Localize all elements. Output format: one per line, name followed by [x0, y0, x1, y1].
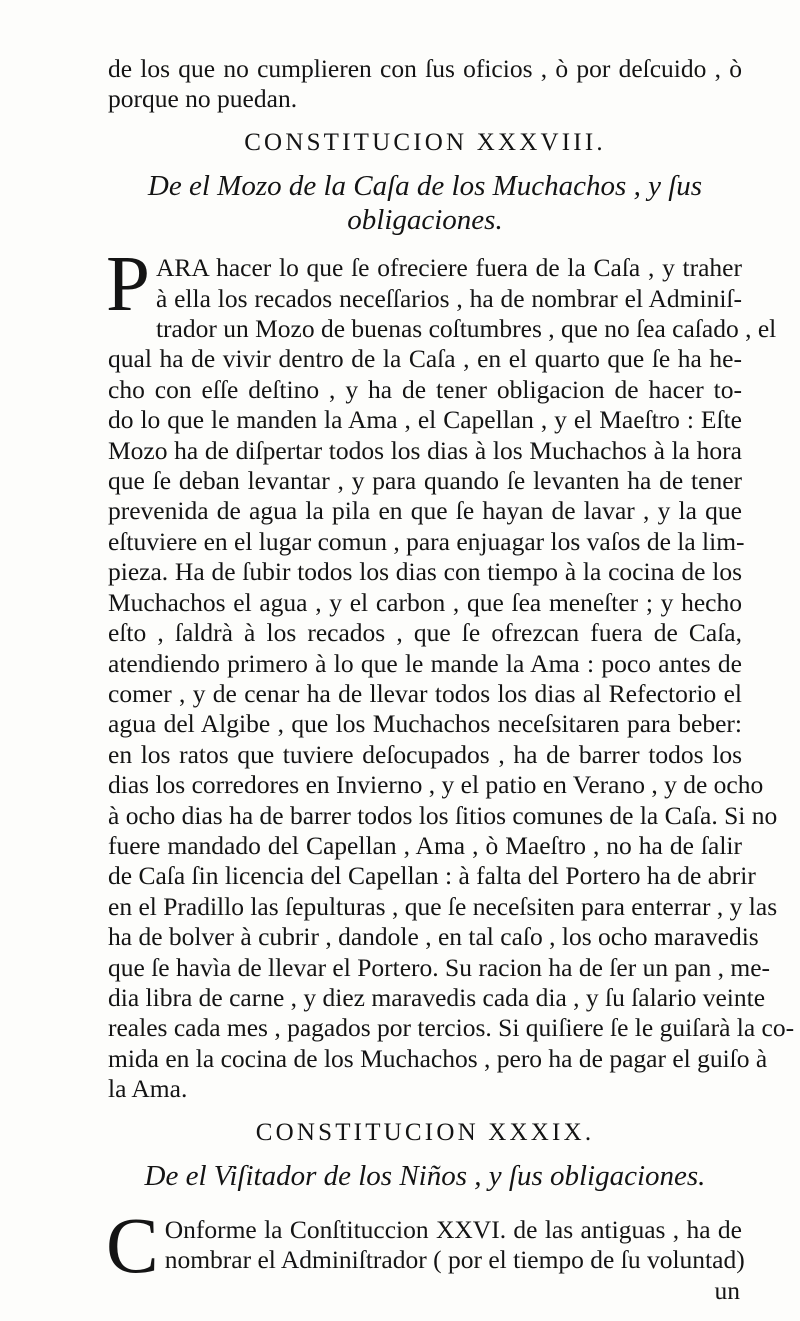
subtitle-line: De el Mozo de la Caſa de los Muchachos , y ſus: [147, 170, 703, 203]
subtitle-line: obligaciones.: [347, 204, 503, 237]
paragraph: [106, 1203, 745, 1306]
text-line: en el Pradillo las ſepulturas , que ſe neceſsiten para enterrar , y las: [108, 891, 778, 921]
drop-cap: P: [106, 241, 150, 329]
text-line: ARA hacer lo que ſe ofreciere fuera de la Caſa , y traher: [155, 253, 742, 283]
text-line: que ſe deban levantar , y para quando ſe levanten ha de tener: [108, 466, 742, 496]
text-line: dia libra de carne , y diez maravedis cada dia , y ſu ſalario veinte: [108, 982, 766, 1012]
text-line: dias los corredores en Invierno , y el patio en Verano , y de ocho: [108, 770, 764, 800]
text-line: trador un Mozo de buenas coſtumbres , que no ſea caſado , el: [155, 314, 777, 344]
text-line: la Ama.: [108, 1074, 188, 1104]
text-line: eſtuviere en el lugar comun , para enjuagar los vaſos de la lim-: [108, 526, 745, 556]
drop-cap: C: [106, 1203, 159, 1290]
text-line: porque no puedan.: [108, 84, 298, 114]
text-line: fuere mandado del Capellan , Ama , ò Maeſtro , no ha de ſalir: [108, 830, 742, 860]
text-line: Mozo ha de diſpertar todos los dias à los Muchachos à la hora: [108, 435, 742, 465]
text-line: que ſe havìa de llevar el Portero. Su racion ha de ſer un pan , me-: [108, 952, 771, 982]
text-line: pieza. Ha de ſubir todos los dias con tiempo à la cocina de los: [108, 557, 742, 587]
text-line: reales cada mes , pagados por tercios. Si quiſiere ſe le guiſarà la co-: [108, 1013, 795, 1043]
paragraph: [106, 241, 795, 1104]
text-line: do lo que le manden la Ama , el Capellan , y el Maeſtro : Eſte: [108, 405, 742, 435]
text-line: nombrar el Adminiſtrador ( por el tiempo de ſu voluntad): [164, 1245, 745, 1275]
text-line: qual ha de vivir dentro de la Caſa , en el quarto que ſe ha he-: [108, 344, 742, 374]
text-line: agua del Algibe , que los Muchachos neceſsitaren para beber:: [108, 709, 742, 739]
text-line: comer , y de cenar ha de llevar todos los dias al Refectorio el: [108, 678, 742, 708]
text-line: en los ratos que tuviere deſocupados , ha de barrer todos los: [108, 739, 742, 769]
text-line: eſto , ſaldrà à los recados , que ſe ofrezcan fuera de Caſa,: [108, 618, 742, 648]
text-line: à ella los recados neceſſarios , ha de nombrar el Adminiſ-: [155, 283, 742, 313]
text-line: cho con eſſe deſtino , y ha de tener obligacion de hacer to-: [108, 374, 742, 404]
section-subtitle: [108, 169, 742, 237]
text-line: de los que no cumplieren con ſus oficios , ò por deſcuido , ò: [108, 54, 742, 83]
text-line: ha de bolver à cubrir , dandole , en tal caſo , los ocho maravedis: [108, 922, 759, 952]
text-line: atendiendo primero à lo que le mande la Ama : poco antes de: [108, 648, 742, 678]
text-line: de Caſa ſin licencia del Capellan : à falta del Portero ha de abrir: [108, 861, 756, 891]
catchword: un: [714, 1275, 740, 1305]
text-line: à ocho dias ha de barrer todos los ſitios comunes de la Caſa. Si no: [108, 800, 778, 830]
text-line: Muchachos el agua , y el carbon , que ſea meneſter ; y hecho: [108, 587, 742, 617]
text-line: prevenida de agua la pila en que ſe hayan de lavar , y la que: [108, 496, 742, 526]
section-heading: CONSTITUCION XXXVIII.: [244, 128, 606, 156]
section-heading: CONSTITUCION XXXIX.: [255, 1118, 595, 1146]
text-line: Onforme la Conſtituccion XXVI. de las antiguas , ha de: [164, 1215, 742, 1244]
section-subtitle: De el Viſitador de los Niños , y ſus obligaciones.: [144, 1160, 706, 1192]
text-line: mida en la cocina de los Muchachos , pero ha de pagar el guiſo à: [108, 1043, 768, 1073]
